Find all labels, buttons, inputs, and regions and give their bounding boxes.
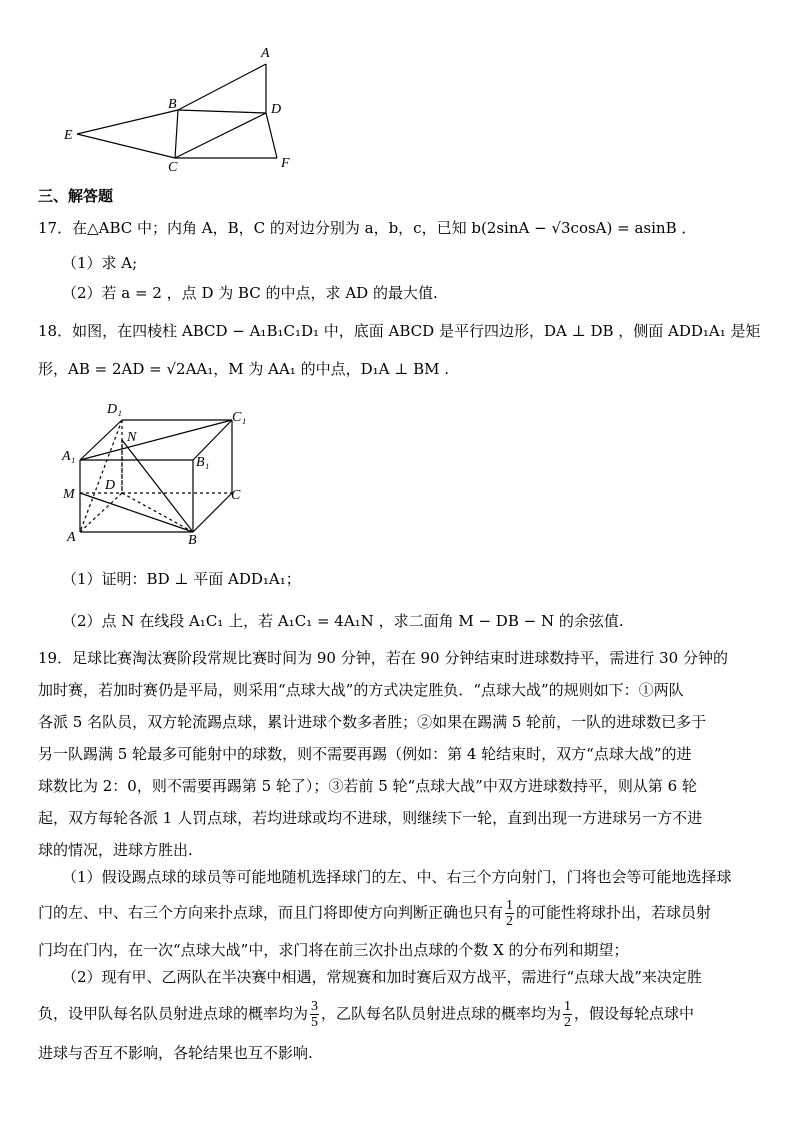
fraction-numerator: 3: [311, 999, 319, 1014]
section-title: 三、解答题: [38, 187, 114, 205]
fraction-denominator: 2: [506, 914, 514, 929]
q19-part2-line3: 进球与否互不影响，各轮结果也互不影响.: [38, 1044, 313, 1062]
fig2-label-B: B: [188, 533, 197, 548]
q19-line-5: 球数比为 2：0，则不需要再踢第 5 轮了）；③若前 5 轮“点球大战”中双方进球数持平，则从第 6 轮: [38, 777, 697, 795]
q17-part2: （2）若 a = 2 ，点 D 为 BC 的中点，求 AD 的最大值.: [62, 284, 438, 302]
q19-line-2: 加时赛，若加时赛仍是平局，则采用“点球大战”的方式决定胜负．“点球大战”的规则如下：①两队: [38, 681, 684, 699]
q19-part2-line1: （2）现有甲、乙两队在半决赛中相遇，常规赛和加时赛后双方战平，需进行“点球大战”来决定胜: [62, 968, 702, 986]
fig2-label-M: M: [63, 487, 75, 502]
q19-part1-text-a: 门的左、中、右三个方向来扑点球，而且门将即使方向判断正确也只有: [38, 903, 504, 922]
fig1-label-B: B: [168, 97, 177, 112]
fraction-denominator: 5: [311, 1015, 319, 1030]
q19-line-4: 另一队踢满 5 轮最多可能射中的球数，则不需要再踢（例如：第 4 轮结束时，双方“点球大战”的进: [38, 745, 692, 763]
fig1-label-E: E: [64, 128, 73, 143]
q19-part2-text-a: 负，设甲队每名队员射进点球的概率均为: [38, 1004, 309, 1023]
fig2-label-C: C: [231, 488, 241, 503]
fig1-label-A: A: [261, 46, 270, 61]
q19-part2-text-c: ，假设每轮点球中: [574, 1004, 695, 1023]
q19-part1-line2: [38, 898, 711, 929]
fig2-label-A1: A₁: [62, 449, 76, 464]
q19-line-3: 各派 5 名队员，双方轮流踢点球，累计进球个数多者胜；②如果在踢满 5 轮前，一队的进球数已多于: [38, 713, 707, 731]
fraction-one-half-2: [563, 999, 572, 1030]
q19-line-1: 19．足球比赛淘汰赛阶段常规比赛时间为 90 分钟，若在 90 分钟结束时进球数持平，需进行 30 分钟的: [38, 649, 728, 667]
q17-stem: 17．在△ABC 中；内角 A，B，C 的对边分别为 a，b，c，已知 b(2sinA − √3cosA) = asinB ．: [38, 219, 697, 237]
q19-part2-line2: [38, 999, 694, 1030]
fig2-label-D: D: [105, 478, 116, 493]
fraction-numerator: 1: [506, 898, 514, 913]
fraction-denominator: 2: [564, 1015, 572, 1030]
q18-line1: 18．如图，在四棱柱 ABCD − A₁B₁C₁D₁ 中，底面 ABCD 是平行四边形，DA ⊥ DB ，侧面 ADD₁A₁ 是矩: [38, 322, 761, 340]
geometry-figure-prism: [60, 395, 260, 555]
fig2-label-N: N: [127, 430, 137, 445]
fig1-label-D: D: [271, 102, 282, 117]
fraction-three-fifths: [310, 999, 319, 1030]
q17-part1: （1）求 A;: [62, 254, 138, 272]
q19-part2-text-b: ，乙队每名队员射进点球的概率均为: [321, 1004, 562, 1023]
fraction-one-half: [505, 898, 514, 929]
fig2-label-D1: D₁: [107, 402, 122, 417]
fig2-label-C1: C₁: [232, 410, 247, 425]
fig1-label-F: F: [281, 156, 290, 171]
q19-line-7: 球的情况，进球方胜出.: [38, 841, 193, 859]
fig1-label-C: C: [168, 160, 178, 175]
fig2-label-A: A: [67, 530, 76, 545]
q18-line2: 形，AB = 2AD = √2AA₁，M 为 AA₁ 的中点，D₁A ⊥ BM .: [38, 360, 450, 378]
q19-part1-line1: （1）假设踢点球的球员等可能地随机选择球门的左、中、右三个方向射门，门将也会等可能地选择球: [62, 868, 732, 886]
q19-part1-text-b: 的可能性将球扑出，若球员射: [516, 903, 712, 922]
fig2-label-B1: B₁: [196, 455, 210, 470]
fraction-numerator: 1: [564, 999, 572, 1014]
q18-part2: （2）点 N 在线段 A₁C₁ 上，若 A₁C₁ = 4A₁N ，求二面角 M − DB − N 的余弦值.: [62, 612, 624, 630]
q18-part1: （1）证明：BD ⊥ 平面 ADD₁A₁；: [62, 570, 301, 588]
q19-part1-line3: 门均在门内，在一次“点球大战”中，求门将在前三次扑出点球的个数 X 的分布列和期望；: [38, 941, 629, 959]
q19-line-6: 起，双方每轮各派 1 人罚点球，若均进球或均不进球，则继续下一轮，直到出现一方进球另一方不进: [38, 809, 703, 827]
